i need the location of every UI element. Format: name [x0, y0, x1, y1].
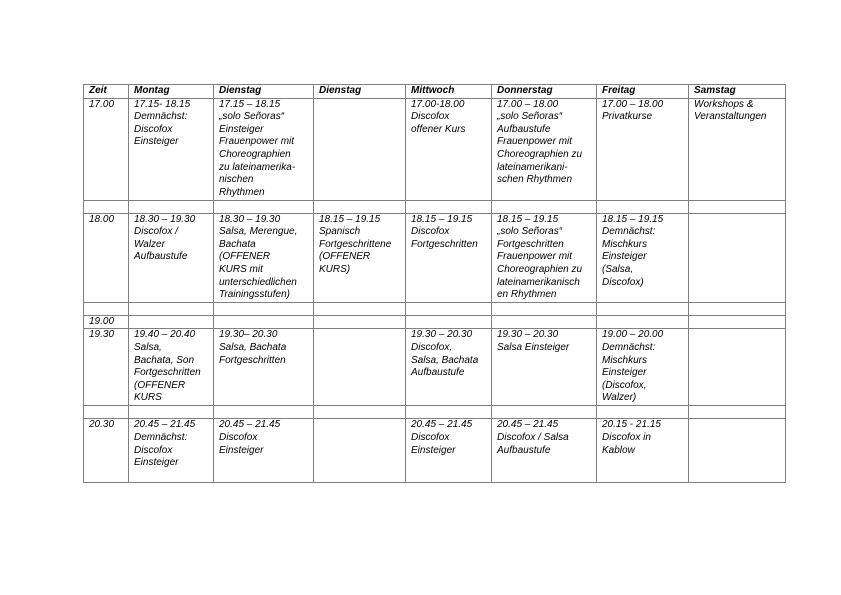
- table-cell: 20.45 – 21.45 Discofox Einsteiger: [214, 419, 314, 483]
- table-cell: 18.30 – 19.30 Salsa, Merengue, Bachata (OFFENER KURS mit unterschiedlichen Trainingsstufen): [214, 213, 314, 302]
- table-cell: [314, 302, 406, 315]
- table-cell: 17.15- 18.15 Demnächst: Discofox Einsteiger: [129, 98, 214, 200]
- table-cell: 20.45 – 21.45 Discofox Einsteiger: [406, 419, 492, 483]
- table-cell: 17.00 – 18.00 Privatkurse: [597, 98, 689, 200]
- table-cell: [492, 302, 597, 315]
- header-wednesday: Mittwoch: [406, 85, 492, 99]
- table-cell: [492, 406, 597, 419]
- header-saturday: Samstag: [689, 85, 786, 99]
- table-cell: 18.30 – 19.30 Discofox / Walzer Aufbaustufe: [129, 213, 214, 302]
- table-cell: 18.00: [84, 213, 129, 302]
- table-cell: [129, 406, 214, 419]
- table-cell: 20.45 – 21.45 Demnächst: Discofox Einsteiger: [129, 419, 214, 483]
- table-cell: 18.15 – 19.15 „solo Señoras“ Fortgeschritten Frauenpower mit Choreographien zu lateinamerikanisch en Rhythmen: [492, 213, 597, 302]
- table-cell: [84, 200, 129, 213]
- table-cell: [597, 315, 689, 329]
- table-cell: 20.45 – 21.45 Discofox / Salsa Aufbaustufe: [492, 419, 597, 483]
- header-monday: Montag: [129, 85, 214, 99]
- table-cell: 20.15 - 21.15 Discofox in Kablow: [597, 419, 689, 483]
- table-cell: [314, 329, 406, 406]
- table-row: [84, 98, 786, 200]
- table-cell: [689, 200, 786, 213]
- table-cell: 19.30: [84, 329, 129, 406]
- table-cell: [689, 406, 786, 419]
- table-row-spacer: [84, 406, 786, 419]
- table-cell: 18.15 – 19.15 Demnächst: Mischkurs Einsteiger (Salsa, Discofox): [597, 213, 689, 302]
- table-cell: 17.15 – 18.15 „solo Señoras“ Einsteiger Frauenpower mit Choreographien zu lateinamerika- nischen Rhythmen: [214, 98, 314, 200]
- table-cell: [314, 419, 406, 483]
- table-cell: 18.15 – 19.15 Discofox Fortgeschritten: [406, 213, 492, 302]
- table-cell: [689, 302, 786, 315]
- table-row: [84, 213, 786, 302]
- table-cell: 17.00 – 18.00 „solo Señoras“ Aufbaustufe Frauenpower mit Choreographien zu lateinamerikani- schen Rhythmen: [492, 98, 597, 200]
- table-cell: [406, 406, 492, 419]
- table-cell: [84, 406, 129, 419]
- table-row: [84, 329, 786, 406]
- table-cell: 19.30 – 20.30 Discofox, Salsa, Bachata Aufbaustufe: [406, 329, 492, 406]
- table-cell: 19.30 – 20.30 Salsa Einsteiger: [492, 329, 597, 406]
- table-cell: [129, 315, 214, 329]
- table-cell: [84, 302, 129, 315]
- header-tuesday-2: Dienstag: [314, 85, 406, 99]
- course-schedule-table: [83, 84, 786, 483]
- header-time: Zeit: [84, 85, 129, 99]
- table-cell: 19.00: [84, 315, 129, 329]
- table-cell: [406, 200, 492, 213]
- table-cell: 19.40 – 20.40 Salsa, Bachata, Son Fortgeschritten (OFFENER KURS: [129, 329, 214, 406]
- table-cell: [406, 302, 492, 315]
- table-cell: [214, 406, 314, 419]
- table-cell: [597, 302, 689, 315]
- table-cell: [689, 329, 786, 406]
- table-row: [84, 419, 786, 483]
- header-thursday: Donnerstag: [492, 85, 597, 99]
- table-cell: [597, 406, 689, 419]
- table-cell: [314, 200, 406, 213]
- table-row-spacer: [84, 200, 786, 213]
- header-row: [84, 85, 786, 99]
- table-cell: [689, 315, 786, 329]
- table-cell: [689, 419, 786, 483]
- table-cell: 17.00-18.00 Discofox offener Kurs: [406, 98, 492, 200]
- table-cell: 18.15 – 19.15 Spanisch Fortgeschrittene (OFFENER KURS): [314, 213, 406, 302]
- table-cell: [406, 315, 492, 329]
- header-friday: Freitag: [597, 85, 689, 99]
- table-cell: Workshops & Veranstaltungen: [689, 98, 786, 200]
- table-cell: [492, 315, 597, 329]
- table-cell: [129, 302, 214, 315]
- table-cell: [314, 406, 406, 419]
- table-cell: [214, 200, 314, 213]
- table-cell: [314, 98, 406, 200]
- table-row-spacer: [84, 302, 786, 315]
- table-cell: [492, 200, 597, 213]
- table-cell: 19.00 – 20.00 Demnächst: Mischkurs Einsteiger (Discofox, Walzer): [597, 329, 689, 406]
- table-cell: 20.30: [84, 419, 129, 483]
- table-cell: [689, 213, 786, 302]
- table-cell: 17.00: [84, 98, 129, 200]
- table-cell: [597, 200, 689, 213]
- table-cell: [314, 315, 406, 329]
- header-tuesday: Dienstag: [214, 85, 314, 99]
- table-cell: [214, 302, 314, 315]
- table-cell: [129, 200, 214, 213]
- table-row: [84, 315, 786, 329]
- table-cell: 19.30– 20.30 Salsa, Bachata Fortgeschritten: [214, 329, 314, 406]
- table-cell: [214, 315, 314, 329]
